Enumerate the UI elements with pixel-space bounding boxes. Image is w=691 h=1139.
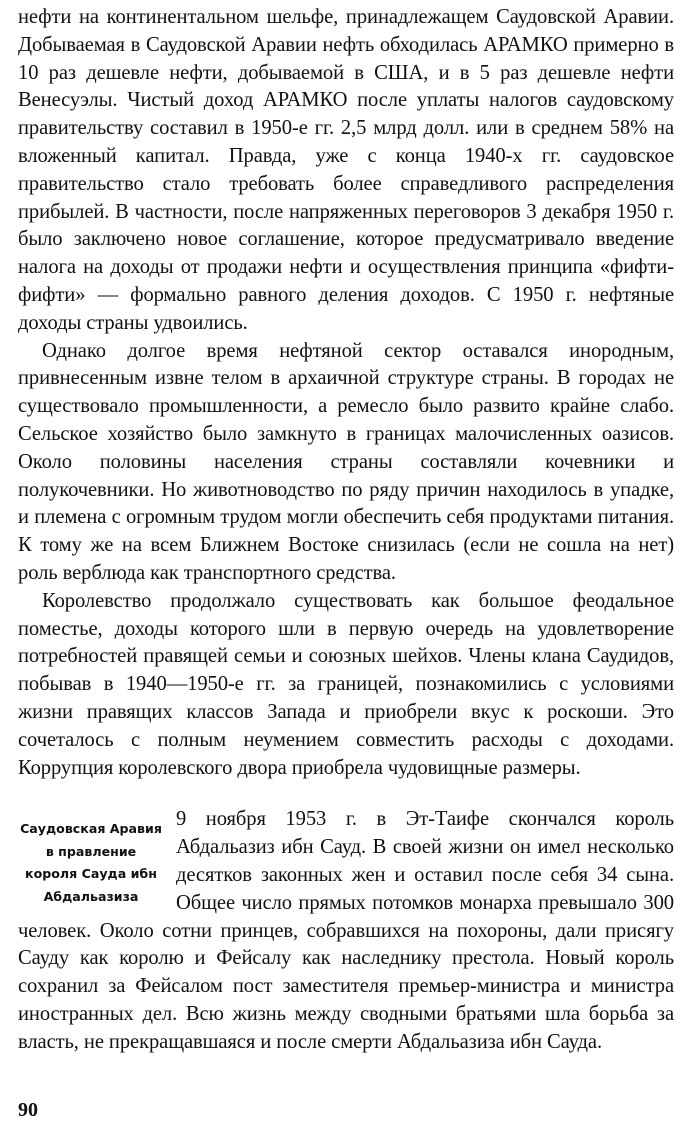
page-number: 90 xyxy=(18,1099,38,1121)
margin-heading: Саудовская Аравия в правление короля Сауда ибн Абдальазиза xyxy=(20,821,162,904)
paragraph-feudal-estate: Королевство продолжало существовать как большое феодальное поместье, доходы которого шли в первую очередь на удовлетворение потребностей правящей семьи и союзных шейхов. Члены клана Саудидов, побывав в 1940—1950-е гг. за границей, познакомились с условиями жизни правящих классов Запада и приобрели вкус к роскоши. Это сочеталось с полным неумением совместить расходы с доходами. Коррупция королевского двора приобрела чудовищные размеры. xyxy=(18,589,674,779)
paragraph-archaic-structure: Однако долгое время нефтяной сектор оставался инородным, привнесенным извне телом в архаичной структуре страны. В городах не существовало промышленности, а ремесло было развито крайне слабо. Сельское хозяйство было замкнуто в границах малочисленных оазисов. Около половины населения страны составляли кочевники и полукочевники. Но животноводство по ряду причин находилось в упадке, и племена с огромным трудом могли обеспечить себя продуктами питания. К тому же на всем Ближнем Востоке снизилась (если не сошла на нет) роль верблюда как транспортного средства. xyxy=(18,339,674,584)
paragraph-saud-succession: 9 ноября 1953 г. в Эт-Таифе скончался король Абдальазиз ибн Сауд. В своей жизни он имел несколько десятков законных жен и оставил после себя 34 сына. Общее число прямых потомков монарха превышало 300 человек. Около сотни принцев, собравшихся на похороны, дали присягу Сауду как королю и Фейсалу как наследнику престола. Новый король сохранил за Фейсалом пост заместителя премьер-министра и министра иностранных дел. Всю жизнь между сводными братьями шла борьба за власть, не прекращавшаяся и после смерти Абдальазиза ибн Сауда. xyxy=(18,808,674,1053)
paragraph-oil-revenue: нефти на континентальном шельфе, принадлежащем Саудовской Аравии. Добываемая в Саудовской Аравии нефть обходилась АРАМКО примерно в 10 раз дешевле нефти, добываемой в США, и в 5 раз дешевле нефти Венесуэлы. Чистый доход АРАМКО после уплаты налогов саудовскому правительству составил в 1950-е гг. 2,5 млрд долл. или в среднем 58% на вложенный капитал. Правда, уже с конца 1940-х гг. саудовское правительство стало требовать более справедливого распределения прибылей. В частности, после напряженных переговоров 3 декабря 1950 г. было заключено новое соглашение, которое предусматривало введение налога на доходы от продажи нефти и осуществления принципа «фифти-фифти» — формально равного деления доходов. С 1950 г. нефтяные доходы страны удвоились. xyxy=(18,6,674,334)
page-body xyxy=(18,4,674,1056)
section-saud-reign xyxy=(18,806,674,1056)
